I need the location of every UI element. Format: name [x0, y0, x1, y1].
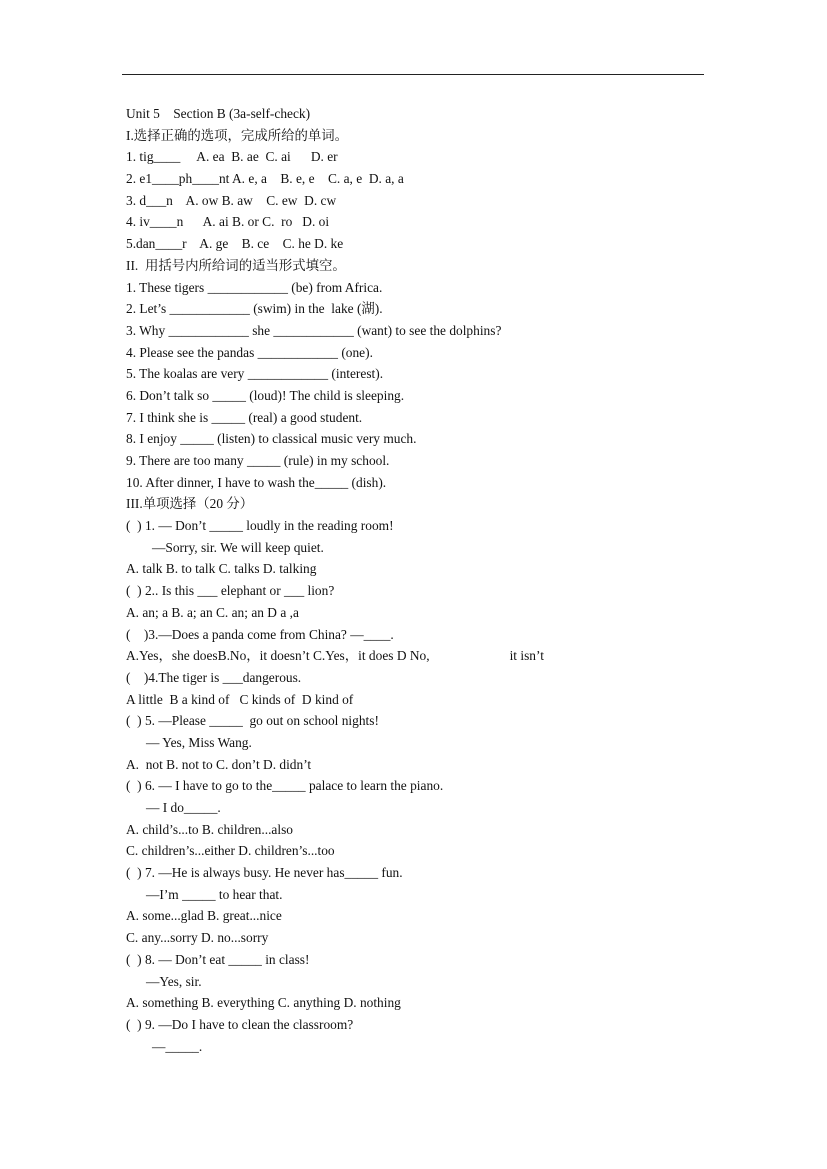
s2-item-6: 6. Don’t talk so _____ (loud)! The child is sleeping. [126, 387, 405, 403]
s2-item-1: 1. These tigers ____________ (be) from Africa. [126, 279, 383, 295]
s1-item-1: 1. tig____ A. ea B. ae C. ai D. er [126, 149, 338, 165]
s2-item-7: 7. I think she is _____ (real) a good student. [126, 409, 363, 425]
s2-item-5: 5. The koalas are very ____________ (interest). [126, 366, 384, 382]
q4-options: A little B a kind of C kinds of D kind of [126, 691, 354, 707]
q9-reply: —_____. [152, 1038, 203, 1054]
q6-options-1: A. child’s...to B. children...also [126, 821, 293, 837]
s2-item-8: 8. I enjoy _____ (listen) to classical music very much. [126, 431, 417, 447]
q7-question: ( ) 7. —He is always busy. He never has_____ fun. [126, 865, 403, 881]
s2-item-10: 10. After dinner, I have to wash the_____ (dish). [126, 474, 387, 490]
q8-question: ( ) 8. — Don’t eat _____ in class! [126, 951, 310, 967]
q7-reply: —I’m _____ to hear that. [146, 886, 283, 902]
q5-reply: — Yes, Miss Wang. [146, 734, 252, 750]
header-rule [122, 74, 704, 75]
s1-item-5: 5.dan____r A. ge B. ce C. he D. ke [126, 236, 344, 252]
worksheet-body [126, 103, 726, 1057]
q5-question: ( ) 5. —Please _____ go out on school nights! [126, 713, 379, 729]
q3-options-a: A.Yes，she doesB.No，it doesn’t C.Yes，it does D No, [126, 648, 430, 664]
section-3-heading: III.单项选择（20 分） [126, 496, 254, 512]
q5-options: A. not B. not to C. don’t D. didn’t [126, 756, 312, 772]
q3-options [126, 645, 726, 667]
q6-reply: — I do_____. [146, 800, 221, 815]
q1-reply: —Sorry, sir. We will keep quiet. [152, 539, 324, 555]
q3-question: ( )3.—Does a panda come from China? —____. [126, 626, 394, 642]
section-2-heading: II. 用括号内所给词的适当形式填空。 [126, 257, 346, 273]
q6-options-2: C. children’s...either D. children’s...too [126, 843, 335, 859]
q2-options: A. an; a B. a; an C. an; an D a ,a [126, 604, 299, 620]
q1-question: ( ) 1. — Don’t _____ loudly in the reading room! [126, 518, 394, 534]
s2-item-3: 3. Why ____________ she ____________ (want) to see the dolphins? [126, 322, 502, 338]
q8-options: A. something B. everything C. anything D. nothing [126, 995, 401, 1011]
q3-options-b: it isn’t [509, 648, 544, 664]
s2-item-4: 4. Please see the pandas ____________ (one). [126, 344, 373, 360]
s1-item-4: 4. iv____n A. ai B. or C. ro D. oi [126, 214, 330, 230]
worksheet-title: Unit 5 Section B (3a-self-check) [126, 106, 311, 121]
q6-question: ( ) 6. — I have to go to the_____ palace to learn the piano. [126, 778, 444, 794]
q4-question: ( )4.The tiger is ___dangerous. [126, 669, 302, 685]
s1-item-2: 2. e1____ph____nt A. e, a B. e, e C. a, e D. a, a [126, 171, 404, 187]
q1-options: A. talk B. to talk C. talks D. talking [126, 561, 317, 577]
q9-question: ( ) 9. —Do I have to clean the classroom? [126, 1016, 354, 1032]
section-1-heading: I.选择正确的选项，完成所给的单词。 [126, 127, 349, 143]
s1-item-3: 3. d___n A. ow B. aw C. ew D. cw [126, 192, 337, 208]
s2-item-9: 9. There are too many _____ (rule) in my school. [126, 453, 390, 468]
s2-item-2: 2. Let’s ____________ (swim) in the lake (湖). [126, 301, 383, 317]
q7-options-1: A. some...glad B. great...nice [126, 908, 282, 924]
q8-reply: —Yes, sir. [146, 973, 202, 989]
q2-question: ( ) 2.. Is this ___ elephant or ___ lion? [126, 583, 335, 599]
q7-options-2: C. any...sorry D. no...sorry [126, 930, 269, 946]
